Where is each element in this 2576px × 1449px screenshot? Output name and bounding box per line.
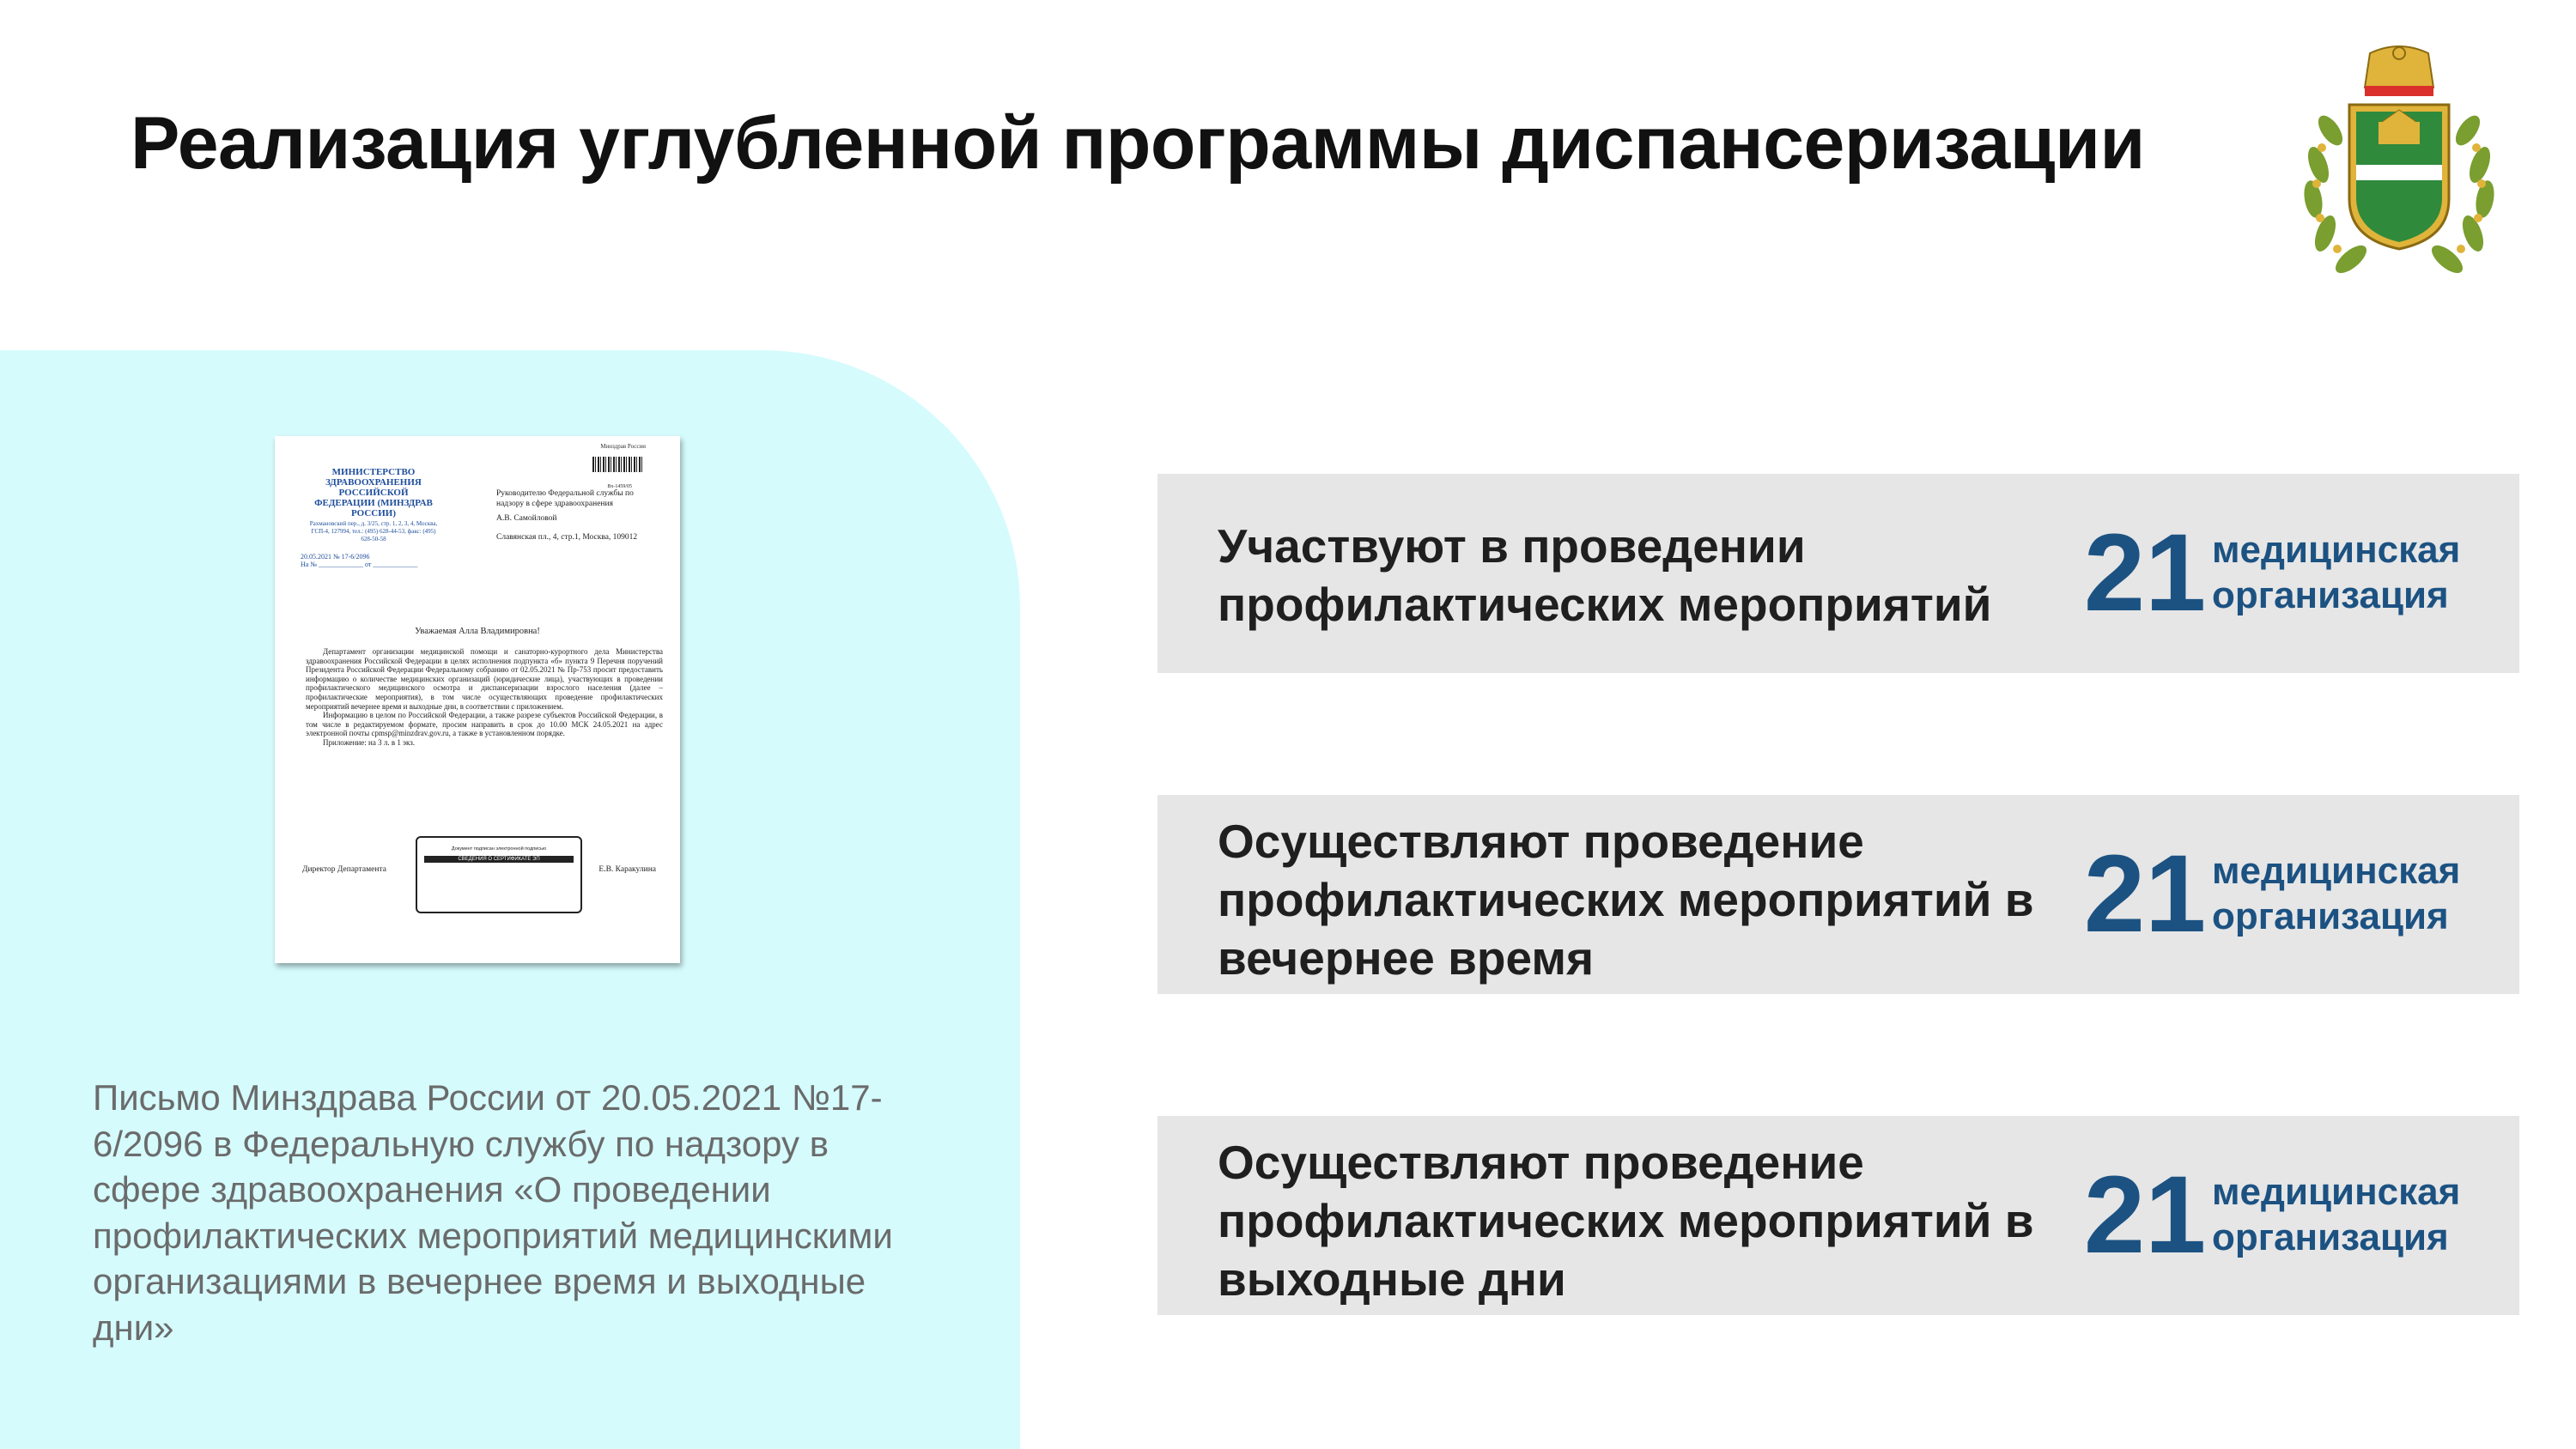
stat-value: 21	[2083, 1154, 2207, 1276]
letter-reg-number: На № _____________ от _____________	[301, 561, 418, 568]
letter-caption: Письмо Минздрава России от 20.05.2021 №17-6/2096 в Федеральную службу по надзору в сфере здравоохранения «О проведении профилактических мероприятий медицинскими организациями в вечернее время и выходные дни»	[93, 1077, 893, 1348]
stamp-bar: СВЕДЕНИЯ О СЕРТИФИКАТЕ ЭП	[424, 856, 574, 864]
letter-registration	[301, 553, 417, 568]
letter-barcode-number: Вх-1459/05	[607, 484, 632, 489]
stat-unit: медицинская организация	[2212, 1171, 2461, 1258]
letter-addressee-address: Славянская пл., 4, стр.1, Москва, 109012	[496, 532, 638, 542]
stat-card	[1157, 795, 2519, 994]
stamp-text: Документ подписан электронной подписью	[451, 846, 547, 852]
letter-document-image	[275, 436, 680, 963]
stat-unit: медицинская организация	[2212, 850, 2461, 937]
barcode-icon	[592, 457, 644, 472]
slide-title: Реализация углубленной программы диспансеризации	[131, 102, 2145, 185]
letter-addressee-name: А.В. Самойловой	[496, 514, 557, 523]
stat-card	[1157, 474, 2519, 673]
letter-paragraph: Приложение: на 3 л. в 1 экз.	[323, 737, 416, 747]
stat-value: 21	[2083, 833, 2207, 955]
electronic-signature-stamp	[416, 836, 582, 913]
stat-label: Осуществляют проведение профилактических мероприятий в выходные дни	[1218, 1136, 2034, 1306]
letter-ministry-name: МИНИСТЕРСТВО ЗДРАВООХРАНЕНИЯ РОССИЙСКОЙ ФЕДЕРАЦИИ (МИНЗДРАВ РОССИИ)	[314, 467, 433, 518]
letter-top-mark: Минздрав России	[600, 443, 646, 450]
stat-value: 21	[2083, 512, 2207, 634]
letter-reg-date: 20.05.2021 № 17-6/2096	[301, 553, 370, 561]
letter-paragraph: Департамент организации медицинской помощи и санаторно-курортного дела Министерства здравоохранения Российской Федерации в целях исполнения подпункта «б» пункта 9 Перечня поручений Президента Российской Федерации Федеральному собранию от 02.05.2021 № Пр-753 просит предоставить информацию о количестве медицинских организаций (юридические лица), участвующих в проведении профилактического медицинского осмотра и диспансеризации взрослого населения (далее – профилактические мероприятия), в том числе осуществляющих проведение профилактических мероприятий вечернее время и выходные дни, в соответствии с приложением.	[306, 647, 663, 711]
coat-of-arms-icon	[2296, 45, 2502, 276]
letter-addressee	[496, 489, 659, 543]
stat-unit: медицинская организация	[2212, 529, 2461, 616]
stat-label: Участвуют в проведении профилактических мероприятий	[1218, 519, 1992, 631]
letter-signer-name: Е.В. Каракулина	[598, 865, 656, 874]
letter-signer-title: Директор Департамента	[302, 865, 386, 874]
letter-paragraph: Информацию в целом по Российской Федерации, а также разрезе субъектов Российской Федерации, в том числе в редактируемом формате, просим направить в срок до 10.00 МСК 24.05.2021 на адрес электронной почты cpmsp@minzdrav.gov.ru, а также в установленном порядке.	[306, 711, 663, 738]
letter-ministry-address: Рахмановский пер., д. 3/25, стр. 1, 2, 3, 4, Москва, ГСП-4, 127994, тел.: (495) 628-44-53, факс: (495) 628-50-58	[309, 520, 438, 543]
letter-greeting: Уважаемая Алла Владимировна!	[415, 627, 540, 636]
stat-card	[1157, 1116, 2519, 1315]
stat-label: Осуществляют проведение профилактических мероприятий в вечернее время	[1218, 815, 2034, 985]
letter-addressee-title: Руководителю Федеральной службы по надзору в сфере здравоохранения	[496, 489, 634, 508]
letter-body	[306, 647, 663, 748]
